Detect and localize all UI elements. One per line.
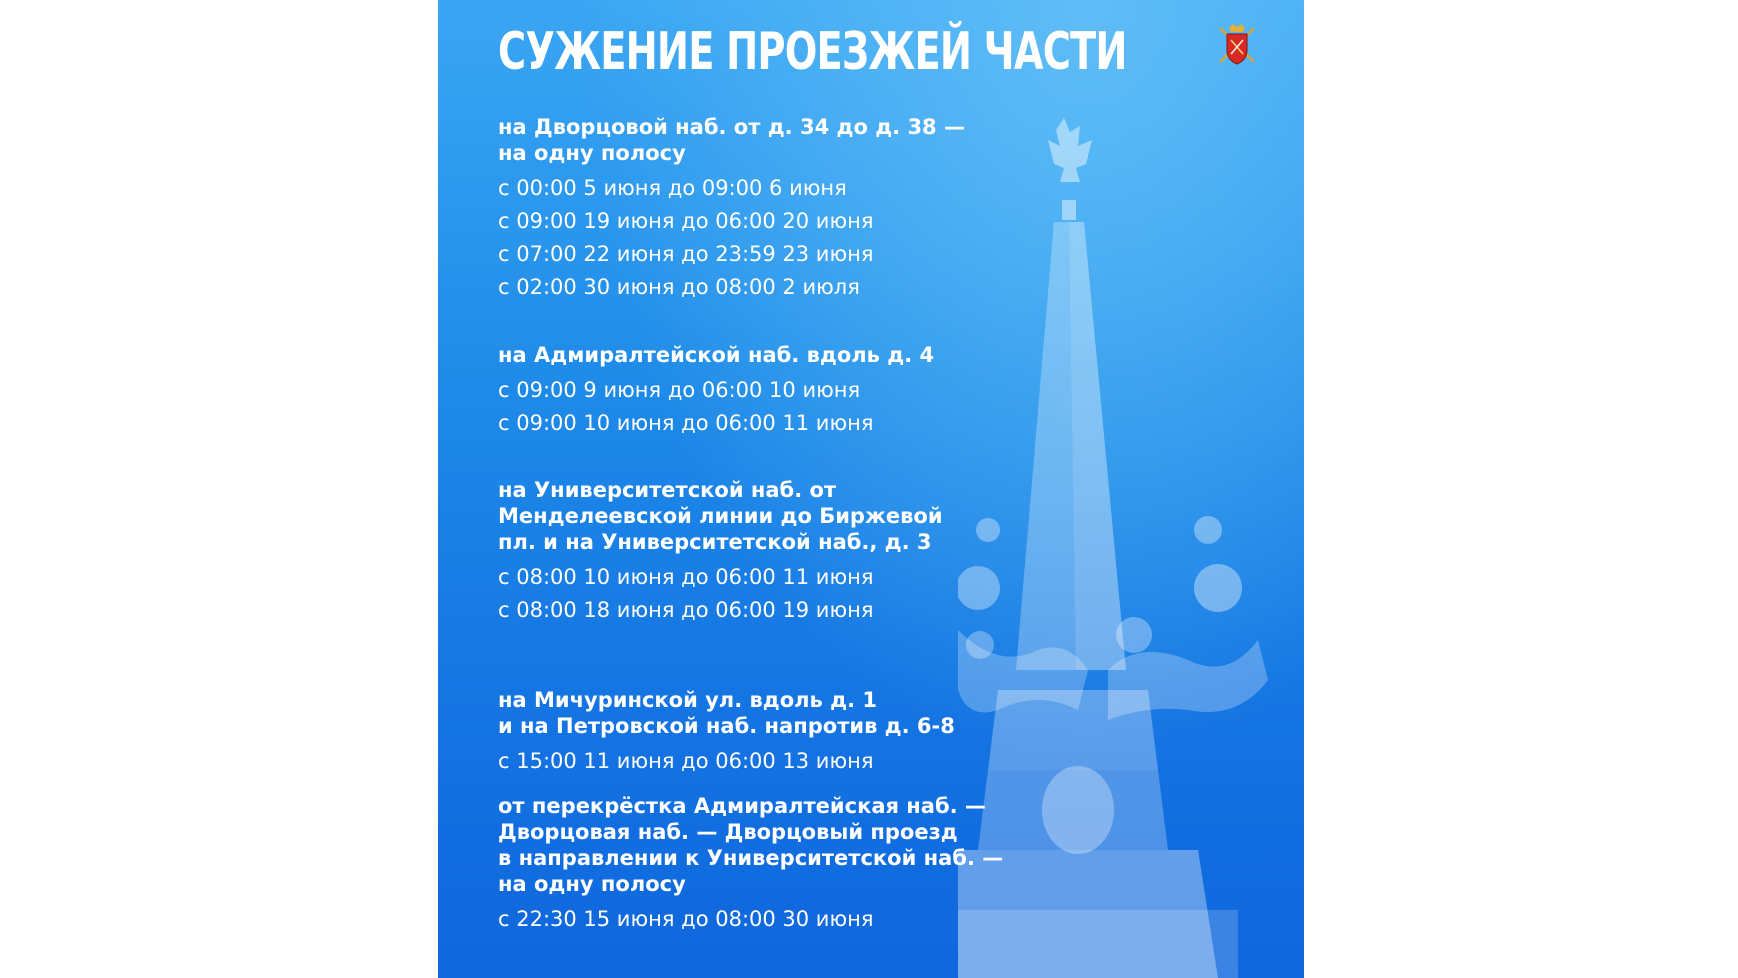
schedule-line: с 02:00 30 июня до 08:00 2 июля [498, 275, 860, 299]
schedule-line: с 08:00 18 июня до 06:00 19 июня [498, 598, 874, 622]
section-heading: на Университетской наб. от Менделеевской линии до Биржевой пл. и на Университетской наб., д. 3 [498, 478, 943, 554]
section-heading: на Адмиралтейской наб. вдоль д. 4 [498, 343, 935, 367]
section-perekrestok [498, 793, 1058, 936]
schedule-line: с 09:00 9 июня до 06:00 10 июня [498, 378, 861, 402]
schedule-line: с 15:00 11 июня до 06:00 13 июня [498, 749, 874, 773]
schedule-line: с 08:00 10 июня до 06:00 11 июня [498, 565, 874, 589]
schedule-line: с 09:00 10 июня до 06:00 11 июня [498, 411, 874, 435]
section-heading: от перекрёстка Адмиралтейская наб. — Дворцовая наб. — Дворцовый проезд в направлении к Университетской наб. — на одну полосу [498, 794, 1004, 896]
schedule-line: с 07:00 22 июня до 23:59 23 июня [498, 242, 874, 266]
schedule-line: с 22:30 15 июня до 08:00 30 июня [498, 907, 874, 931]
section-dvortsovaya [498, 114, 1058, 304]
section-michurinskaya [498, 687, 1058, 778]
schedule-line: с 09:00 19 июня до 06:00 20 июня [498, 209, 874, 233]
section-heading: на Мичуринской ул. вдоль д. 1 и на Петровской наб. напротив д. 6-8 [498, 688, 955, 738]
section-heading: на Дворцовой наб. от д. 34 до д. 38 — на одну полосу [498, 115, 965, 165]
section-admiralteyskaya [498, 342, 1058, 440]
page-title: СУЖЕНИЕ ПРОЕЗЖЕЙ ЧАСТИ [498, 22, 1127, 82]
schedule-line: с 00:00 5 июня до 09:00 6 июня [498, 176, 847, 200]
section-universitetskaya [498, 477, 1058, 627]
poster [438, 0, 1304, 978]
saint-petersburg-coat-of-arms-icon [1212, 20, 1262, 70]
